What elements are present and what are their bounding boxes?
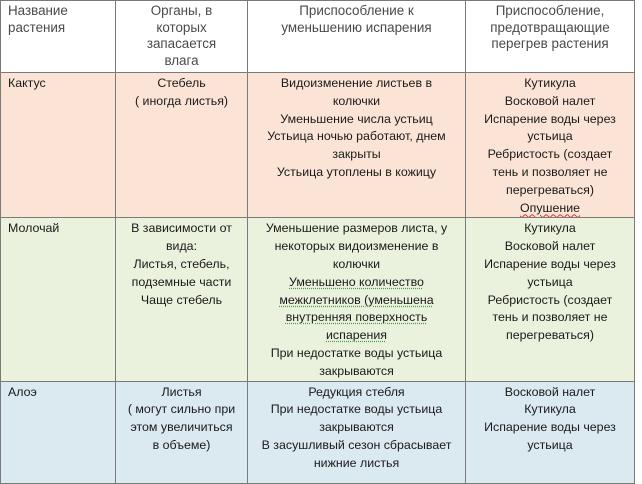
header-line: Органы, в (150, 3, 213, 18)
cell-line: Испарение воды через (484, 256, 616, 271)
cell-line: ( иногда листья) (134, 93, 229, 108)
cell-line: в объеме) (152, 437, 211, 452)
header-line: Приспособление к (299, 3, 414, 18)
header-plant-name (1, 1, 116, 73)
cell-line: В засушливый сезон сбрасывает (261, 437, 452, 452)
cell-line: вида: (165, 239, 198, 254)
cell-line: Уменьшение размеров листа, у (265, 221, 448, 236)
cell-line: тень и позволяет не (492, 164, 608, 179)
header-line: влага (164, 52, 199, 68)
cell-line: Уменьшение числа устьиц (280, 111, 433, 126)
cell-line: В зависимости от (131, 221, 232, 236)
header-line: запасается (146, 36, 217, 51)
evaporation-cell (248, 381, 466, 483)
header-evaporation-adaptation (248, 1, 466, 73)
overheat-cell (466, 73, 635, 218)
cell-line: колючки (332, 93, 381, 108)
table-row-euphorbia (1, 218, 635, 381)
header-line: которых (156, 19, 207, 35)
cell-line: Испарение воды через (484, 111, 616, 126)
evaporation-cell (248, 73, 466, 218)
storage-organs-cell (116, 381, 248, 483)
header-line: растения (8, 19, 66, 35)
cell-line: устьица (527, 274, 573, 289)
cell-line: ( могут сильно при (127, 402, 236, 417)
cell-line: внутренняя поверхность (285, 310, 428, 325)
cell-line: закрываются (319, 420, 394, 435)
cell-line: Видоизменение листьев в (280, 76, 433, 90)
table-row-cactus (1, 73, 635, 218)
cell-line: испарения (326, 328, 387, 343)
cell-line: закрыты (332, 147, 381, 162)
evaporation-cell (248, 218, 466, 381)
header-line: предотвращающие (490, 19, 610, 35)
cell-line: Устьица ночью работают, днем (267, 129, 446, 144)
cell-line: Восковой налет (504, 239, 596, 254)
cell-line: этом увеличиться (130, 420, 233, 435)
cell-line: перегреваться) (506, 328, 594, 343)
cell-line: Восковой налет (504, 384, 596, 399)
overheat-cell (466, 218, 635, 381)
header-storage-organs (116, 1, 248, 73)
cell-line: Ребристость (создает (487, 292, 613, 307)
plant-name-cell: Алоэ (1, 381, 116, 483)
header-line: уменьшению испарения (281, 19, 432, 35)
cell-line: Испарение воды через (484, 420, 616, 435)
header-overheat-adaptation (466, 1, 635, 73)
cell-line: Кутикула (524, 402, 576, 417)
plant-name-cell: Кактус (1, 73, 116, 218)
cell-line: Листья (161, 384, 202, 399)
cell-line: нижние листья (313, 455, 400, 470)
cell-line: колючки (332, 256, 381, 271)
header-line: перегрев растения (491, 36, 609, 51)
header-row (1, 1, 635, 73)
header-line: Приспособление, (495, 3, 605, 18)
cell-line: Восковой налет (504, 93, 596, 108)
cell-line: Листья, стебель, (133, 256, 230, 271)
cell-line: При недостатке воды устьица (270, 402, 443, 417)
storage-organs-cell (116, 73, 248, 218)
storage-organs-cell (116, 218, 248, 381)
overheat-cell (466, 381, 635, 483)
table-row-aloe (1, 381, 635, 483)
cell-line: подземные части (131, 274, 232, 289)
cell-line: устьица (527, 437, 573, 452)
cell-line: некоторых видоизменение в (274, 239, 439, 254)
cell-line: перегреваться) (506, 182, 594, 197)
plant-name-cell: Молочай (1, 218, 116, 381)
cell-line: Ребристость (создает (487, 147, 613, 162)
cell-line: Стебель (157, 76, 206, 90)
cell-line: закрываются (319, 363, 394, 378)
cell-line: Чаще стебель (140, 292, 223, 307)
cell-line: Кутикула (524, 221, 576, 236)
cell-line: При недостатке воды устьица (270, 345, 443, 360)
cell-line: устьица (527, 129, 573, 144)
cell-line: Уменьшено количество (289, 274, 424, 289)
cell-line: Опушение (519, 200, 581, 215)
cell-line: Редукция стебля (308, 384, 405, 399)
cell-line: тень и позволяет не (492, 310, 608, 325)
header-line: Название (8, 3, 68, 18)
cell-line: межклетников (уменьшена (279, 292, 434, 307)
cell-line: Устьица утоплены в кожицу (276, 164, 437, 179)
cell-line: Кутикула (524, 76, 576, 90)
